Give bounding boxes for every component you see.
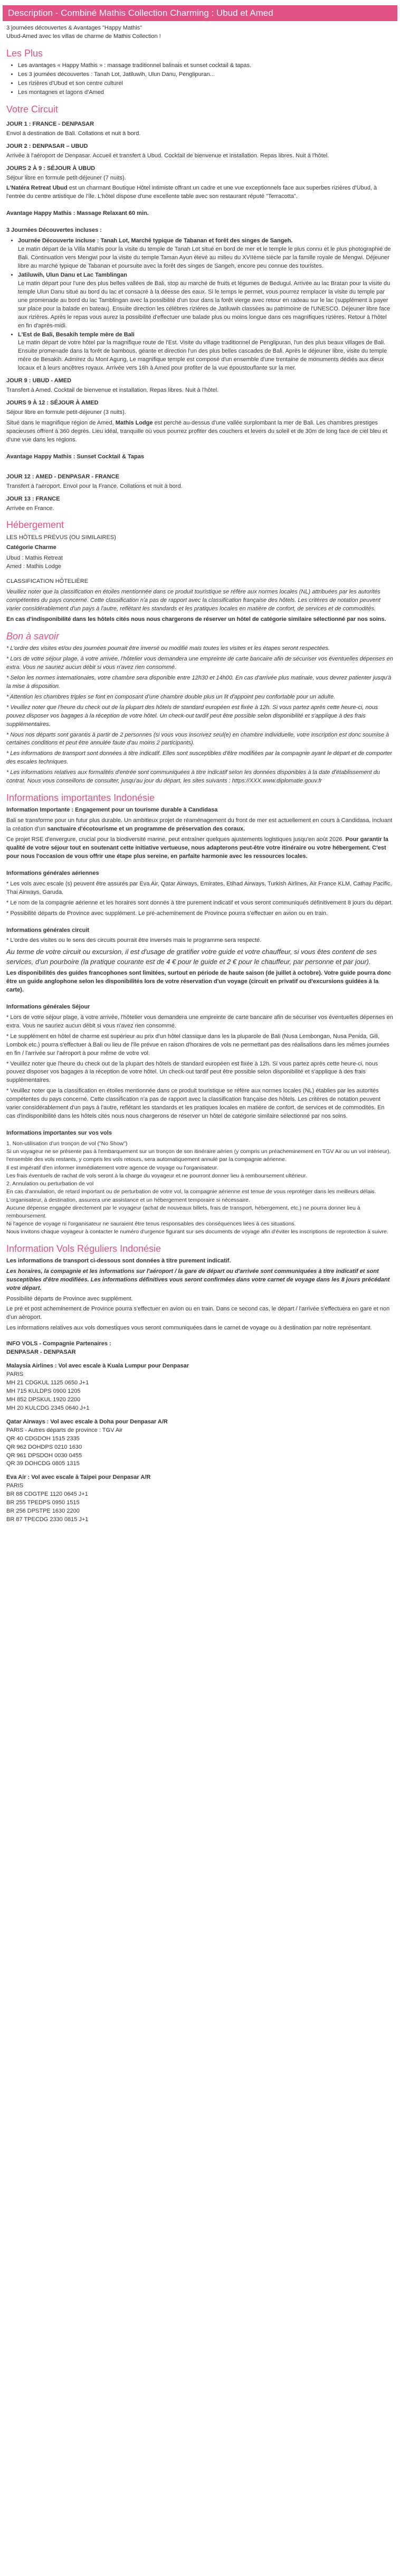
vols-intro: Les informations de transport ci-dessous sont données à titre purement indicatif. xyxy=(6,1257,231,1264)
info-vols-sub: DENPASAR - DENPASAR xyxy=(6,1349,76,1356)
section-vols xyxy=(0,1242,400,1524)
hotel-line: Ubud : Mathis Retreat xyxy=(6,555,63,562)
section-heading: Bon à savoir xyxy=(6,630,60,641)
intro-line: Ubud-Amed avec les villas de charme de Mathis Collection ! xyxy=(6,33,161,40)
discovery-name: L'Est de Bali, Besakih temple mère de Bali xyxy=(18,331,135,338)
discoveries-list xyxy=(6,237,394,373)
classification-title: CLASSIFICATION HÔTELIÈRE xyxy=(6,578,89,585)
flight-line: MH 21 CDGKUL 1125 0650 J+1 xyxy=(6,1380,89,1386)
flight-line: PARIS - Autres départs de province : TGV Air xyxy=(6,1427,123,1433)
flight-line: MH 20 KULCDG 2345 0640 J+1 xyxy=(6,1404,90,1411)
section-infos xyxy=(0,791,400,1237)
info-paragraph: * Lors de votre séjour plage, à votre arrivée, l'hôtelier vous demandera une empreinte de carte bancaire afin de sécuriser vos éventuelles dépenses en extra. Vous ne sauriez aucun débit si vous n'avez rien consommé. xyxy=(6,1014,393,1029)
info-text: Ce projet RSE d'envergure, crucial pour la biodiversité marine, peut entraîner quelques ajustements logistiques jusqu'en août 2026. xyxy=(6,836,346,843)
flight-line: PARIS xyxy=(6,1371,24,1378)
flight-line: QR 39 DOHCDG 0805 1315 xyxy=(6,1460,80,1467)
flight-line: BR 255 TPEDPS 0950 1515 xyxy=(6,1499,80,1506)
info-paragraph: Les frais éventuels de rachat de vols seront à la charge du voyageur et ne pourront donner lieu à remboursement ultérieur. xyxy=(6,1172,307,1179)
info-paragraph xyxy=(6,817,394,834)
section-circuit xyxy=(0,102,400,513)
day-title: JOURS 2 À 9 : SÉJOUR À UBUD xyxy=(6,165,96,172)
section-heading: Votre Circuit xyxy=(6,103,59,115)
info-paragraph xyxy=(6,836,394,861)
info-bold: sanctuaire d'écotourisme et un programme de préservation des coraux. xyxy=(47,826,245,833)
day-title: JOUR 12 : AMED - DENPASAR - FRANCE xyxy=(6,473,119,480)
list-item: • Les avantages « Happy Mathis » : massage traditionnel balinais et sunset cocktail & tapas. xyxy=(18,62,394,70)
day-text: Séjour libre en formule petit-déjeuner (3 nuits). xyxy=(6,409,126,416)
vols-note: Le pré et post acheminement de Province pourra s'effectuer en avion ou en train. Dans ce second cas, le départ / l'arrivée s'effectuera en gare et non d'un aéroport. xyxy=(6,1306,390,1321)
list-item xyxy=(18,271,394,331)
info-paragraph: Si un voyageur ne se présente pas à l'embarquement sur un tronçon de son itinéraire aérien (y compris un préacheminement en TGV Air ou un vol intérieur), l'ensemble des vols restants, y compris les vols retours, sera automatiquement annulé par la compagnie aérienne. xyxy=(6,1148,391,1163)
hotel-text: est un charmant Boutique Hôtel intimiste offrant un cadre et une vue exceptionnels face aux superbes rizières d'Ubud, à l'entrée du centre artistique de l'île. L'hôtel dispose d'une excellente table avec son restaurant réputé "Terracotta". xyxy=(6,185,377,200)
info-paragraph: 2. Annulation ou perturbation de vol xyxy=(6,1181,94,1187)
advantage-note: Avantage Happy Mathis : Massage Relaxant 60 min. xyxy=(6,210,149,217)
note-paragraph: * Attention les chambres triples se font en composant d'une chambre double plus un lit d'appoint peu confortable pour un adulte. xyxy=(6,693,336,700)
info-paragraph: En cas d'annulation, de retard important ou de perturbation de votre vol, la compagnie aérienne est tenue de vous reprotéger dans les meilleurs délais. xyxy=(6,1188,376,1195)
discovery-text: Le matin départ de la Villa Mathis pour la visite du temple de Tanah Lot situé en bord de mer et le temple le plus connu et le plus photographié de Bali. Continuation vers Mengwi pour la visite du temple Taman Ayun élevé au milieu du XVIIème siècle par la famille royale de Mengwi. Déjeuner libre au marché typique de Tabanan et poursuite avec la forêt des singes de Sangeh, encore peu connue des touristes. xyxy=(18,246,391,269)
flight-group-title: Eva Air : Vol avec escale à Taipei pour Denpasar A/R xyxy=(6,1474,151,1481)
info-paragraph: Il est impératif d'en informer immédiatement votre agence de voyage ou l'organisateur. xyxy=(6,1164,218,1171)
day-text: Arrivée à l'aéroport de Denpasar. Accueil et transfert à Ubud. Cocktail de bienvenue et installation. Repas libres. Nuit à l'hôtel. xyxy=(6,152,329,159)
intro-line: 3 journées découvertes & Avantages "Happy Mathis" xyxy=(6,25,142,31)
list-item: • Les 3 journées découvertes : Tanah Lot, Jatiluwih, Ulun Danu, Penglipuran... xyxy=(18,71,394,79)
day-text: Arrivée en France. xyxy=(6,505,54,512)
info-paragraph: * Possibilité départs de Province avec supplément. Le pré-acheminement de Province pourra s'effectuer en avion ou en train. xyxy=(6,910,328,917)
day-title: JOUR 1 : FRANCE - DENPASAR xyxy=(6,120,94,127)
info-italic: Au terme de votre circuit ou excursion, il est d'usage de gratifier votre guide et votre chauffeur, si vous êtes content de ses services, d'un pourboire (la pratique courante est de 4 € pour le guide et 2 € pour le chauffeur, par personne et par jour). xyxy=(6,948,377,966)
info-text: Bali se transforme pour un futur plus durable. Un ambitieux projet de réaménagement du front de mer est actuellement en cours à Candidasa, incluant la création d'un xyxy=(6,817,393,833)
info-bold: Les disponibilités des guides francophones sont limitées, surtout en période de haute saison (de juillet à octobre). Votre guide pourra donc être un guide anglophone selon les disponibilités lors de votre réservation d'un voyage (circuit en privatif ou d'excursions guidées à la carte). xyxy=(6,970,391,993)
list-item: • Les montagnes et lagons d'Amed xyxy=(18,89,394,97)
subsection-title: Informations importantes sur vos vols xyxy=(6,1130,112,1137)
flight-line: QR 961 DPSDOH 0030 0455 xyxy=(6,1452,82,1459)
flight-group-title: Qatar Airways : Vol avec escale à Doha pour Denpasar A/R xyxy=(6,1418,168,1425)
subsection-title: Informations générales aériennes xyxy=(6,870,99,876)
day-title: JOUR 13 : FRANCE xyxy=(6,495,60,502)
note-paragraph: * Selon les normes internationales, votre chambre sera disponible entre 12h30 et 14h00. En cas d'arrivée plus matinale, vous devrez patienter jusqu'à la mise à disposition. xyxy=(6,674,392,690)
hotel-name: Mathis Lodge xyxy=(115,419,153,426)
intro xyxy=(0,24,400,41)
section-plus xyxy=(0,46,400,97)
flight-group-title: Malaysia Airlines : Vol avec escale à Kuala Lumpur pour Denpasar xyxy=(6,1363,189,1370)
hotel-description xyxy=(6,184,394,201)
page-title: Description - Combiné Mathis Collection Charming : Ubud et Amed xyxy=(3,5,397,21)
flight-line: BR 88 CDGTPE 1120 0645 J+1 xyxy=(6,1491,88,1498)
day-title: JOUR 9 : UBUD - AMED xyxy=(6,378,72,384)
info-paragraph: * Le supplément en hôtel de charme est supérieur au prix d'un hôtel classique dans les la pluparole de Bali (Nusa Lembongan, Nusa Penida, Gili, Lombok etc.) pourra s'effectuer à Bali ou lieu de l'île prévue en raison d'horaires de vols ne permettant pas des réalisations dans les mêmes journées en fin / l'arrivée sur l'aéroport à pour même de votre vol. xyxy=(6,1033,389,1056)
info-paragraph: * Veuillez noter que l'heure du check out de la plupart des hôtels de standard européen est fixée à 12h. Si vous partez après cette heure-ci, nous pouvez disposer vos bagages à la réception de votre hôtel. Un check-out tardif peut être possible selon disponibilité et s'applique à des frais supplémentaires. xyxy=(6,1060,378,1084)
note-paragraph: * Les informations de transport sont données à titre indicatif. Elles sont susceptibles d'être modifiées par la compagnie ayant le départ et de comporter des escales techniques. xyxy=(6,750,392,766)
vols-note: Les informations relatives aux vols domestiques vous seront communiquées dans le carnet de voyage ou à destination par notre représentant. xyxy=(6,1325,372,1332)
list-item xyxy=(18,237,394,271)
note-paragraph: * Nous nos départs sont garantis à partir de 2 personnes (si vous vous inscrivez seul(e) en chambre individuelle, votre inscription est donc soumise à certaines conditions et peut être annulée faute d'au moins 2 participants). xyxy=(6,731,389,747)
classification-note: En cas d'indisponibilité dans les hôtels cités nous nous chargerons de réserver un hôtel de catégorie similaire sélectionné par nos soins. xyxy=(6,616,386,623)
hotel-line: Amed : Mathis Lodge xyxy=(6,563,61,570)
info-paragraph: * L'ordre des visites ou le sens des circuits pourrait être inversés mais le programme sera respecté. xyxy=(6,937,262,944)
subsection-title: Informations générales Séjour xyxy=(6,1003,90,1010)
discovery-text: Le matin départ de votre hôtel par la magnifique route de l'Est. Visite du village traditionnel de Penglipuran, l'un des plus beaux villages de Bali. Ensuite promenade dans la forêt de bambous, géante et direction l'un des plus belles cascades de Bali. Après le déjeuner libre, visite du temple mère de Besakih. Admirez du Mont Agung, Le magnifique temple est composé d'un ensemble d'une trentaine de monuments dédiés aux dieux locaux et à leurs ancêtres royaux. Arrivée vers 16h à Amed pour profiter de la vue époustouflante sur la mer. xyxy=(18,339,387,372)
day-text: Envol à destination de Bali. Collations et nuit à bord. xyxy=(6,130,141,137)
section-heading: Informations importantes Indonésie xyxy=(6,792,155,804)
classification-text: Veuillez noter que la classification en étoiles mentionnée dans ce produit touristique se réfère aux normes locales (NL) attribuées par les autorités compétentes du pays concerné. Cette classification n'a pas de rapport avec la classification française des hôtels. Les critères de notation peuvent varier considérablement d'un pays à l'autre, reflétant les standards et les pratiques locales en matière de confort, de services et de commodités. xyxy=(6,589,380,612)
day-title: JOURS 9 À 12 : SÉJOUR À AMED xyxy=(6,400,99,407)
info-bold: Pour garantir la qualité de votre séjour tout en soutenant cette initiative vertueuse, nous adapterons peut-être votre itinéraire ou votre hébergement. C'est pour nous l'occasion de vous offrir une étape plus sereine, en parfaite harmonie avec les ressources locales. xyxy=(6,836,388,860)
note-paragraph: * Les informations relatives aux formalités d'entrée sont communiquées à titre indicatif selon les données disponibles à la date d'établissement du contrat. Nous vous conseillons de consulter, jusqu'au jour du départ, les sites suivants : https://XXX.www.diplomatie.gouv.fr xyxy=(6,769,380,785)
day-text: Séjour libre en formule petit-déjeuner (7 nuits). xyxy=(6,174,126,181)
info-paragraph: L'organisateur, à destination, assurera une assistance et un hébergement temporaire si nécessaire. xyxy=(6,1196,250,1203)
flight-line: BR 256 DPSTPE 1630 2200 xyxy=(6,1508,80,1515)
section-hebergement xyxy=(0,518,400,624)
list-item: • Les rizières d'Ubud et son centre culturel xyxy=(18,80,394,88)
discoveries-title: 3 Journées Découvertes incluses : xyxy=(6,227,102,234)
flight-line: PARIS xyxy=(6,1483,24,1489)
day-text: Transfert à l'aéroport. Envol pour la France. Collations et nuit à bord. xyxy=(6,483,183,489)
section-heading: Hébergement xyxy=(6,520,64,531)
flight-line: BR 87 TPECDG 2330 0815 J+1 xyxy=(6,1516,89,1523)
info-paragraph: Ni l'agence de voyage ni l'organisateur ne sauraient être tenus responsables des conséquences liées à ces situations. xyxy=(6,1221,296,1228)
flight-line: QR 962 DOHDPS 0210 1630 xyxy=(6,1443,82,1450)
note-paragraph: * L'ordre des visites et/ou des journées pourrait être inversé ou modifié mais toutes les visites et les étapes seront respectées. xyxy=(6,645,330,652)
subsection-title: Information Importante : Engagement pour un tourisme durable à Candidasa xyxy=(6,807,218,814)
note-paragraph: * Veuillez noter que l'heure du check out de la plupart des hôtels de standard européen est fixée à 12h. Si vous partez après cette heure-ci, nous pouvez disposer vos bagages à la réception de votre hôtel. Un check-out tardif peut être possible selon disponibilité et s'applique à des frais supplémentaires. xyxy=(6,704,378,728)
flight-line: MH 852 DPSKUL 1920 2200 xyxy=(6,1396,81,1403)
discovery-text: Le matin départ pour l'une des plus belles vallées de Bali, stop au marché de fruits et légumes de Bedugul. Arrivée au lac Bratan pour la visite du temple Ulun Danu situé au bord du lac et consacré à la déesse des eaux. Si le temps le permet, vous pourrez remplacer la visite du temple par une promenade au bord du lac Tamblingan avec la possibilité d'un tour dans la forêt vierge avec retour en radeau sur le lac (supplément à payer sur place pour la balade en bateau). Ensuite direction les célèbres rizières de Jatiluwih classées au patrimoine de l'UNESCO. Déjeuner libre face aux rizières. Après le repas vous aurez la possibilité d'effectuer une balade plus ou moins longue dans ces magnifiques rizières. Retour à l'hôtel en fin d'après-midi. xyxy=(18,280,391,329)
hotel-text: Situé dans le magnifique région de Amed, xyxy=(6,419,116,426)
day-text: Transfert à Amed. Cocktail de bienvenue et installation. Repas libres. Nuit à l'hôtel. xyxy=(6,387,219,394)
section-heading: Information Vols Réguliers Indonésie xyxy=(6,1243,161,1254)
day-title: JOUR 2 : DENPASAR – UBUD xyxy=(6,143,88,149)
info-paragraph: 1. Non-utilisation d'un tronçon de vol ("No Show") xyxy=(6,1140,128,1147)
subsection-title: Informations générales circuit xyxy=(6,927,90,933)
discovery-name: Journée Découverte incluse : Tanah Lot, Marché typique de Tabanan et forêt des singes de Sangeh. xyxy=(18,238,293,244)
flight-line: MH 715 KULDPS 0900 1205 xyxy=(6,1388,81,1394)
flight-line: QR 40 CDGDOH 1515 2335 xyxy=(6,1435,80,1442)
vols-note: Possibilité départs de Province avec supplément. xyxy=(6,1295,133,1302)
hotel-description xyxy=(6,419,394,445)
hotel-text: est perché au-dessus d'une vallée surplombant la mer de Bali. Les chambres prestiges spacieuses offrent à 360 degrés. Lieu idéal, tranquille où vous pourrez profiter des couchers et levers du soleil et de 30m de long face de ciel bleu et d'une vue dans les régions. xyxy=(6,419,387,443)
note-paragraph: * Lors de votre séjour plage, à votre arrivée, l'hôtelier vous demandera une empreinte de carte bancaire afin de sécuriser vos éventuelles dépenses en extra. Vous ne sauriez aucun débit si vous n'avez rien consommé. xyxy=(6,656,393,671)
info-vols-title: INFO VOLS - Compagnie Partenaires : xyxy=(6,1341,111,1347)
hotel-category: Catégorie Charme xyxy=(6,544,56,551)
info-paragraph: * Les vols avec escale (s) peuvent être assurés par Eva Air, Qatar Airways, Emirates, Etihad Airways, Turkish Airlines, Air France KLM, Cathay Pacific, Thai Airways, Garuda. xyxy=(6,880,392,895)
info-paragraph: * Le nom de la compagnie aérienne et les horaires sont donnés à titre purement indicatif et vous seront communiqués définitivement 8 jours du départ. xyxy=(6,899,393,906)
section-bon-savoir xyxy=(0,629,400,786)
info-paragraph: Nous invitons chaque voyageur à contacter le numéro d'urgence figurant sur ses documents de voyage afin d'éviter les inscriptions de reprotection à suivre. xyxy=(6,1229,388,1235)
info-paragraph: Aucune dépense engagée directement par le voyageur (achat de nouveaux billets, frais de transport, hébergement, etc.) ne pourra donner lieu à remboursement. xyxy=(6,1204,360,1219)
list-item xyxy=(18,331,394,373)
plus-list xyxy=(6,62,394,97)
discovery-name: Jatiluwih, Ulun Danu et Lac Tamblingan xyxy=(18,271,127,278)
section-heading: Les Plus xyxy=(6,48,43,59)
advantage-note: Avantage Happy Mathis : Sunset Cocktail & Tapas xyxy=(6,453,145,460)
vols-bold-text: Les horaires, la compagnie et les informations sur l'aéroport / la gare de départ ou d'arrivée sont communiquées à titre indicatif et sont susceptibles d'être modifiées. Les informations définitives vous seront confirmées dans votre carnet de voyage dans les 8 jours précédant votre départ. xyxy=(6,1268,390,1291)
info-paragraph: * Veuillez noter que la classification en étoiles mentionnée dans ce produit touristique se réfère aux normes locales (NL) établies par les autorités compétentes du pays concerné. Cette classification n'a pas de rapport avec la classification française des hôtels. Les critères de notation peuvent varier considérablement d'un pays à l'autre, reflétant les standards et les pratiques locales en matière de confort, de services et de commodités. En cas d'indisponibilité dans les hôtels cités nous nous chargerons de réserver un hôtel de catégorie similaire sélectionné par nos soins. xyxy=(6,1088,385,1120)
hotel-name: L'Natéra Retreat Ubud xyxy=(6,185,68,192)
hotels-subtitle: LES HÔTELS PRÉVUS (OU SIMILAIRES) xyxy=(6,534,116,541)
